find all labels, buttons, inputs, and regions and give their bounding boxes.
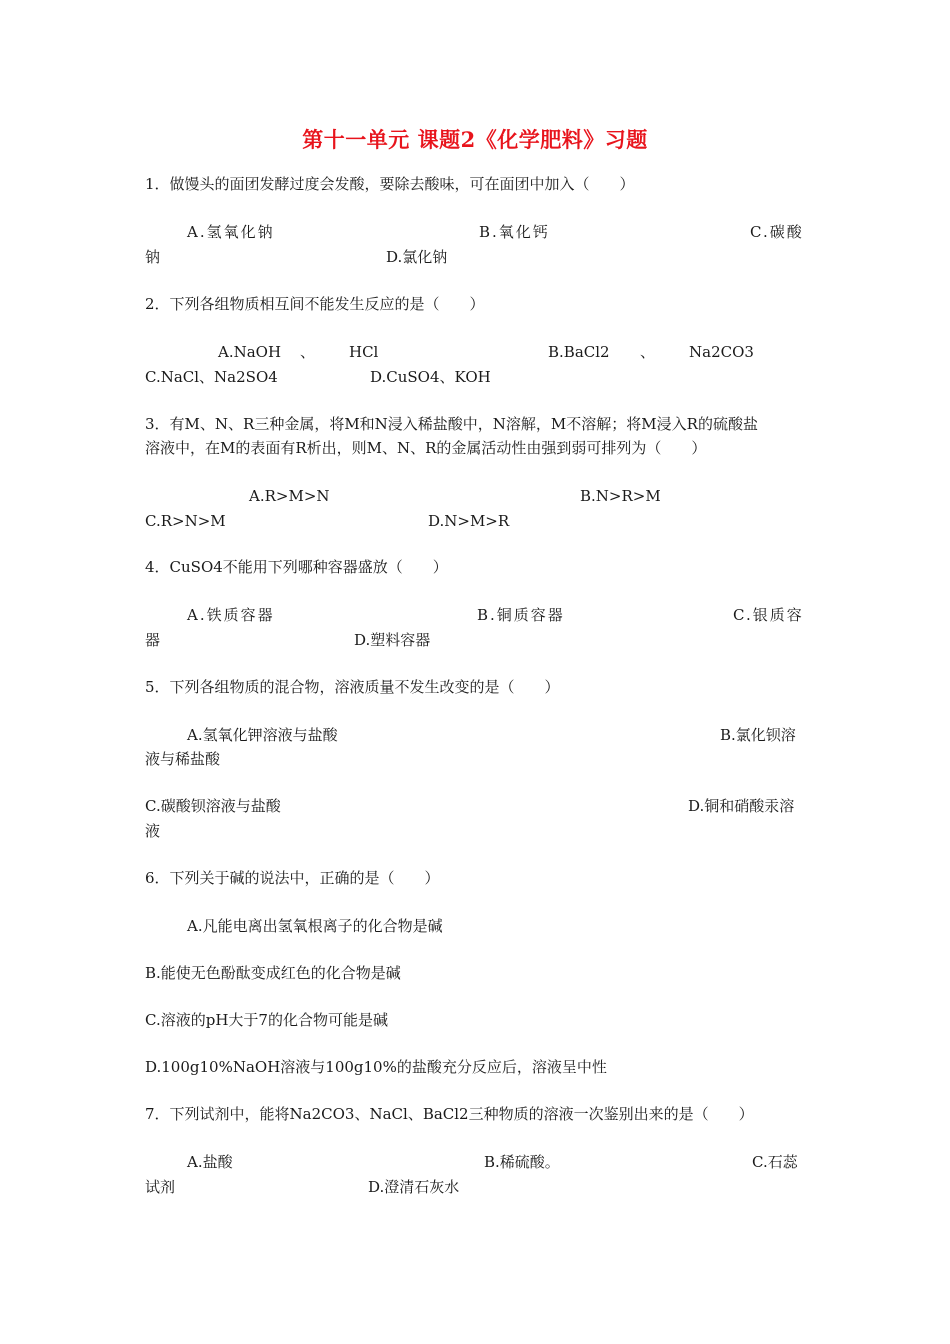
question-7-stem: 7．下列试剂中，能将Na2CO3、NaCl、BaCl2三种物质的溶液一次鉴别出来的是（ ） xyxy=(145,1105,754,1123)
question-2-option-b-continued: Na2CO3 xyxy=(689,343,754,361)
document-title: 第十一单元 课题2《化学肥料》习题 xyxy=(302,127,648,152)
question-3-option-b: B.N>R>M xyxy=(580,487,661,505)
question-2-option-a: A.NaOH xyxy=(218,343,282,361)
question-3-option-d: D.N>M>R xyxy=(428,512,510,530)
question-5-option-b: B.氯化钡溶 xyxy=(720,726,796,744)
question-6-option-c: C.溶液的pH大于7的化合物可能是碱 xyxy=(145,1011,388,1029)
question-6-option-a: A.凡能电离出氢氧根离子的化合物是碱 xyxy=(187,917,443,935)
question-3-stem-line-2: 溶液中，在M的表面有R析出，则M、N、R的金属活动性由强到弱可排列为（ ） xyxy=(145,439,707,457)
question-5-option-c: C.碳酸钡溶液与盐酸 xyxy=(145,797,281,815)
question-4-stem: 4．CuSO4不能用下列哪种容器盛放（ ） xyxy=(145,558,448,576)
question-1-option-a: A.氢氧化钠 xyxy=(187,223,275,241)
question-7-option-d: D.澄清石灰水 xyxy=(368,1178,460,1196)
question-2-stem: 2．下列各组物质相互间不能发生反应的是（ ） xyxy=(145,295,485,313)
question-7-option-c: C.石蕊 xyxy=(752,1153,798,1171)
question-1-stem: 1．做馒头的面团发酵过度会发酸，要除去酸味，可在面团中加入（ ） xyxy=(145,175,635,193)
question-3-option-a: A.R>M>N xyxy=(249,487,330,505)
question-7-option-a: A.盐酸 xyxy=(187,1153,233,1171)
question-4-option-c: C.银质容 xyxy=(733,606,804,624)
question-1-option-c: C.碳酸 xyxy=(750,223,804,241)
question-1-option-b: B.氧化钙 xyxy=(479,223,550,241)
question-2-option-b: B.BaCl2 xyxy=(548,343,610,361)
question-2-option-a-separator: 、 xyxy=(300,343,316,361)
question-5-option-b-continued: 液与稀盐酸 xyxy=(145,750,221,768)
question-7-option-c-continued: 试剂 xyxy=(145,1178,176,1196)
question-2-option-b-separator: 、 xyxy=(640,343,656,361)
question-5-option-d-continued: 液 xyxy=(145,822,161,840)
question-6-stem: 6．下列关于碱的说法中，正确的是（ ） xyxy=(145,869,440,887)
question-4-option-b: B.铜质容器 xyxy=(477,606,565,624)
question-3-stem-line-1: 3．有M、N、R三种金属，将M和N浸入稀盐酸中，N溶解，M不溶解；将M浸入R的硫酸盐 xyxy=(145,415,758,433)
question-5-option-d: D.铜和硝酸汞溶 xyxy=(688,797,795,815)
question-2-option-a-continued: HCl xyxy=(349,343,379,361)
question-6-option-d: D.100g10%NaOH溶液与100g10%的盐酸充分反应后，溶液呈中性 xyxy=(145,1058,607,1076)
question-5-stem: 5．下列各组物质的混合物，溶液质量不发生改变的是（ ） xyxy=(145,678,560,696)
question-1-option-d: D.氯化钠 xyxy=(386,248,448,266)
question-5-option-a: A.氢氧化钾溶液与盐酸 xyxy=(187,726,338,744)
question-7-option-b: B.稀硫酸。 xyxy=(484,1153,560,1171)
question-4-option-d: D.塑料容器 xyxy=(354,631,431,649)
question-4-option-a: A.铁质容器 xyxy=(187,606,275,624)
question-3-option-c: C.R>N>M xyxy=(145,512,226,530)
question-2-option-d: D.CuSO4、KOH xyxy=(370,368,491,386)
question-2-option-c: C.NaCl、Na2SO4 xyxy=(145,368,278,386)
question-4-option-c-continued: 器 xyxy=(145,631,161,649)
question-1-option-c-continued: 钠 xyxy=(145,248,161,266)
question-6-option-b: B.能使无色酚酞变成红色的化合物是碱 xyxy=(145,964,401,982)
